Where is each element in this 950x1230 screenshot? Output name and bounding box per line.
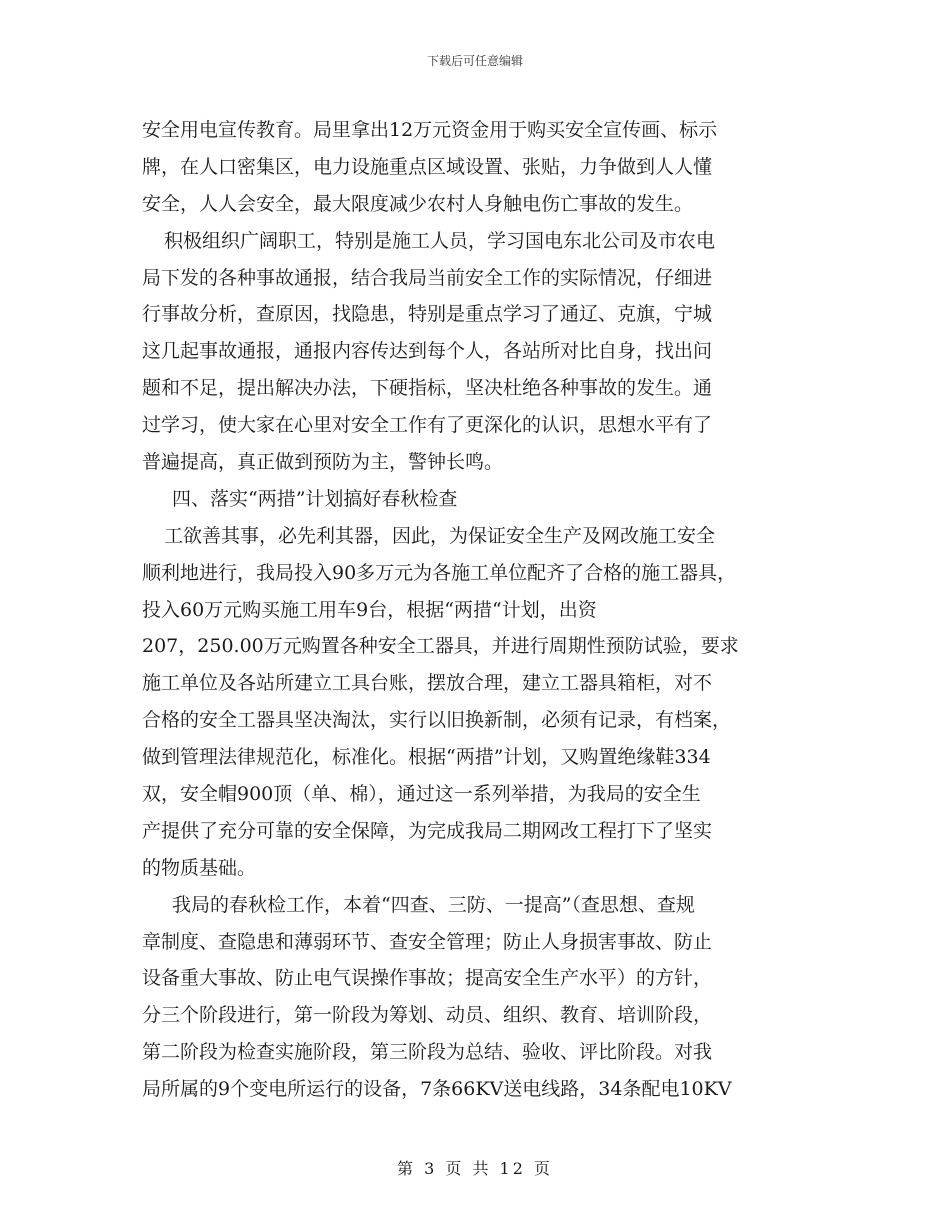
text-line: 合格的安全工器具坚决淘汰，实行以旧换新制，必须有记录，有档案， bbox=[142, 709, 732, 732]
text-line: 局所属的9个变电所运行的设备，7条66KV送电线路，34条配电10KV bbox=[142, 1078, 732, 1101]
text-line: 安全用电宣传教育。局里拿出12万元资金用于购买安全宣传画、标示 bbox=[142, 119, 718, 141]
section-heading: 四、落实“两措”计划搞好春秋检查 bbox=[172, 487, 458, 510]
text-line: 安全，人人会安全，最大限度减少农村人身触电伤亡事故的发生。 bbox=[142, 192, 694, 215]
text-line: 顺利地进行，我局投入90多万元为各施工单位配齐了合格的施工器具， bbox=[142, 561, 737, 584]
text-line: 这几起事故通报，通报内容传达到每个人，各站所对比自身，找出问 bbox=[142, 340, 713, 363]
paragraph-start-line: 工欲善其事，必先利其器，因此，为保证安全生产及网改施工安全 bbox=[164, 524, 716, 547]
text-line: 普遍提高，真正做到预防为主，警钟长鸣。 bbox=[142, 451, 504, 474]
text-line: 产提供了充分可靠的安全保障，为完成我局二期网改工程打下了坚实 bbox=[142, 819, 713, 842]
text-line: 局下发的各种事故通报，结合我局当前安全工作的实际情况，仔细进 bbox=[142, 266, 713, 289]
document-body bbox=[142, 112, 812, 1108]
text-line: 题和不足，提出解决办法，下硬指标，坚决杜绝各种事故的发生。通 bbox=[142, 377, 713, 400]
text-line: 分三个阶段进行，第一阶段为筹划、动员、组织、教育、培训阶段， bbox=[142, 1004, 713, 1027]
text-line: 施工单位及各站所建立工具台账，摆放合理，建立工器具箱柜，对不 bbox=[142, 672, 713, 695]
text-line: 牌，在人口密集区，电力设施重点区域设置、张贴，力争做到人人懂 bbox=[142, 155, 713, 178]
text-line: 做到管理法律规范化，标准化。根据“两措”计划，又购置绝缘鞋334 bbox=[142, 746, 711, 769]
paragraph-start-line: 我局的春秋检工作，本着“四查、三防、一提高”（查思想、查规 bbox=[172, 893, 695, 916]
text-line: 投入60万元购买施工用车9台，根据“两措“计划，出资 bbox=[142, 598, 597, 621]
page-header: 下载后可任意编辑 bbox=[426, 54, 523, 68]
text-line: 的物质基础。 bbox=[142, 856, 257, 879]
text-line: 207，250.00万元购置各种安全工器具，并进行周期性预防试验，要求 bbox=[142, 635, 739, 658]
page-number: 第 3 页 共 12 页 bbox=[397, 1159, 553, 1178]
text-line: 双，安全帽900顶（单、棉），通过这一系列举措，为我局的安全生 bbox=[142, 783, 701, 806]
text-line: 第二阶段为检查实施阶段，第三阶段为总结、验收、评比阶段。对我 bbox=[142, 1041, 713, 1064]
text-line: 章制度、查隐患和薄弱环节、查安全管理；防止人身损害事故、防止 bbox=[142, 930, 713, 953]
text-line: 过学习，使大家在心里对安全工作有了更深化的认识，思想水平有了 bbox=[142, 414, 713, 437]
text-line: 设备重大事故、防止电气误操作事故；提高安全生产水平）的方针， bbox=[142, 967, 713, 990]
paragraph-start-line: 积极组织广阔职工，特别是施工人员，学习国电东北公司及市农电 bbox=[164, 229, 716, 252]
text-line: 行事故分析，查原因，找隐患，特别是重点学习了通辽、克旗，宁城 bbox=[142, 303, 713, 326]
